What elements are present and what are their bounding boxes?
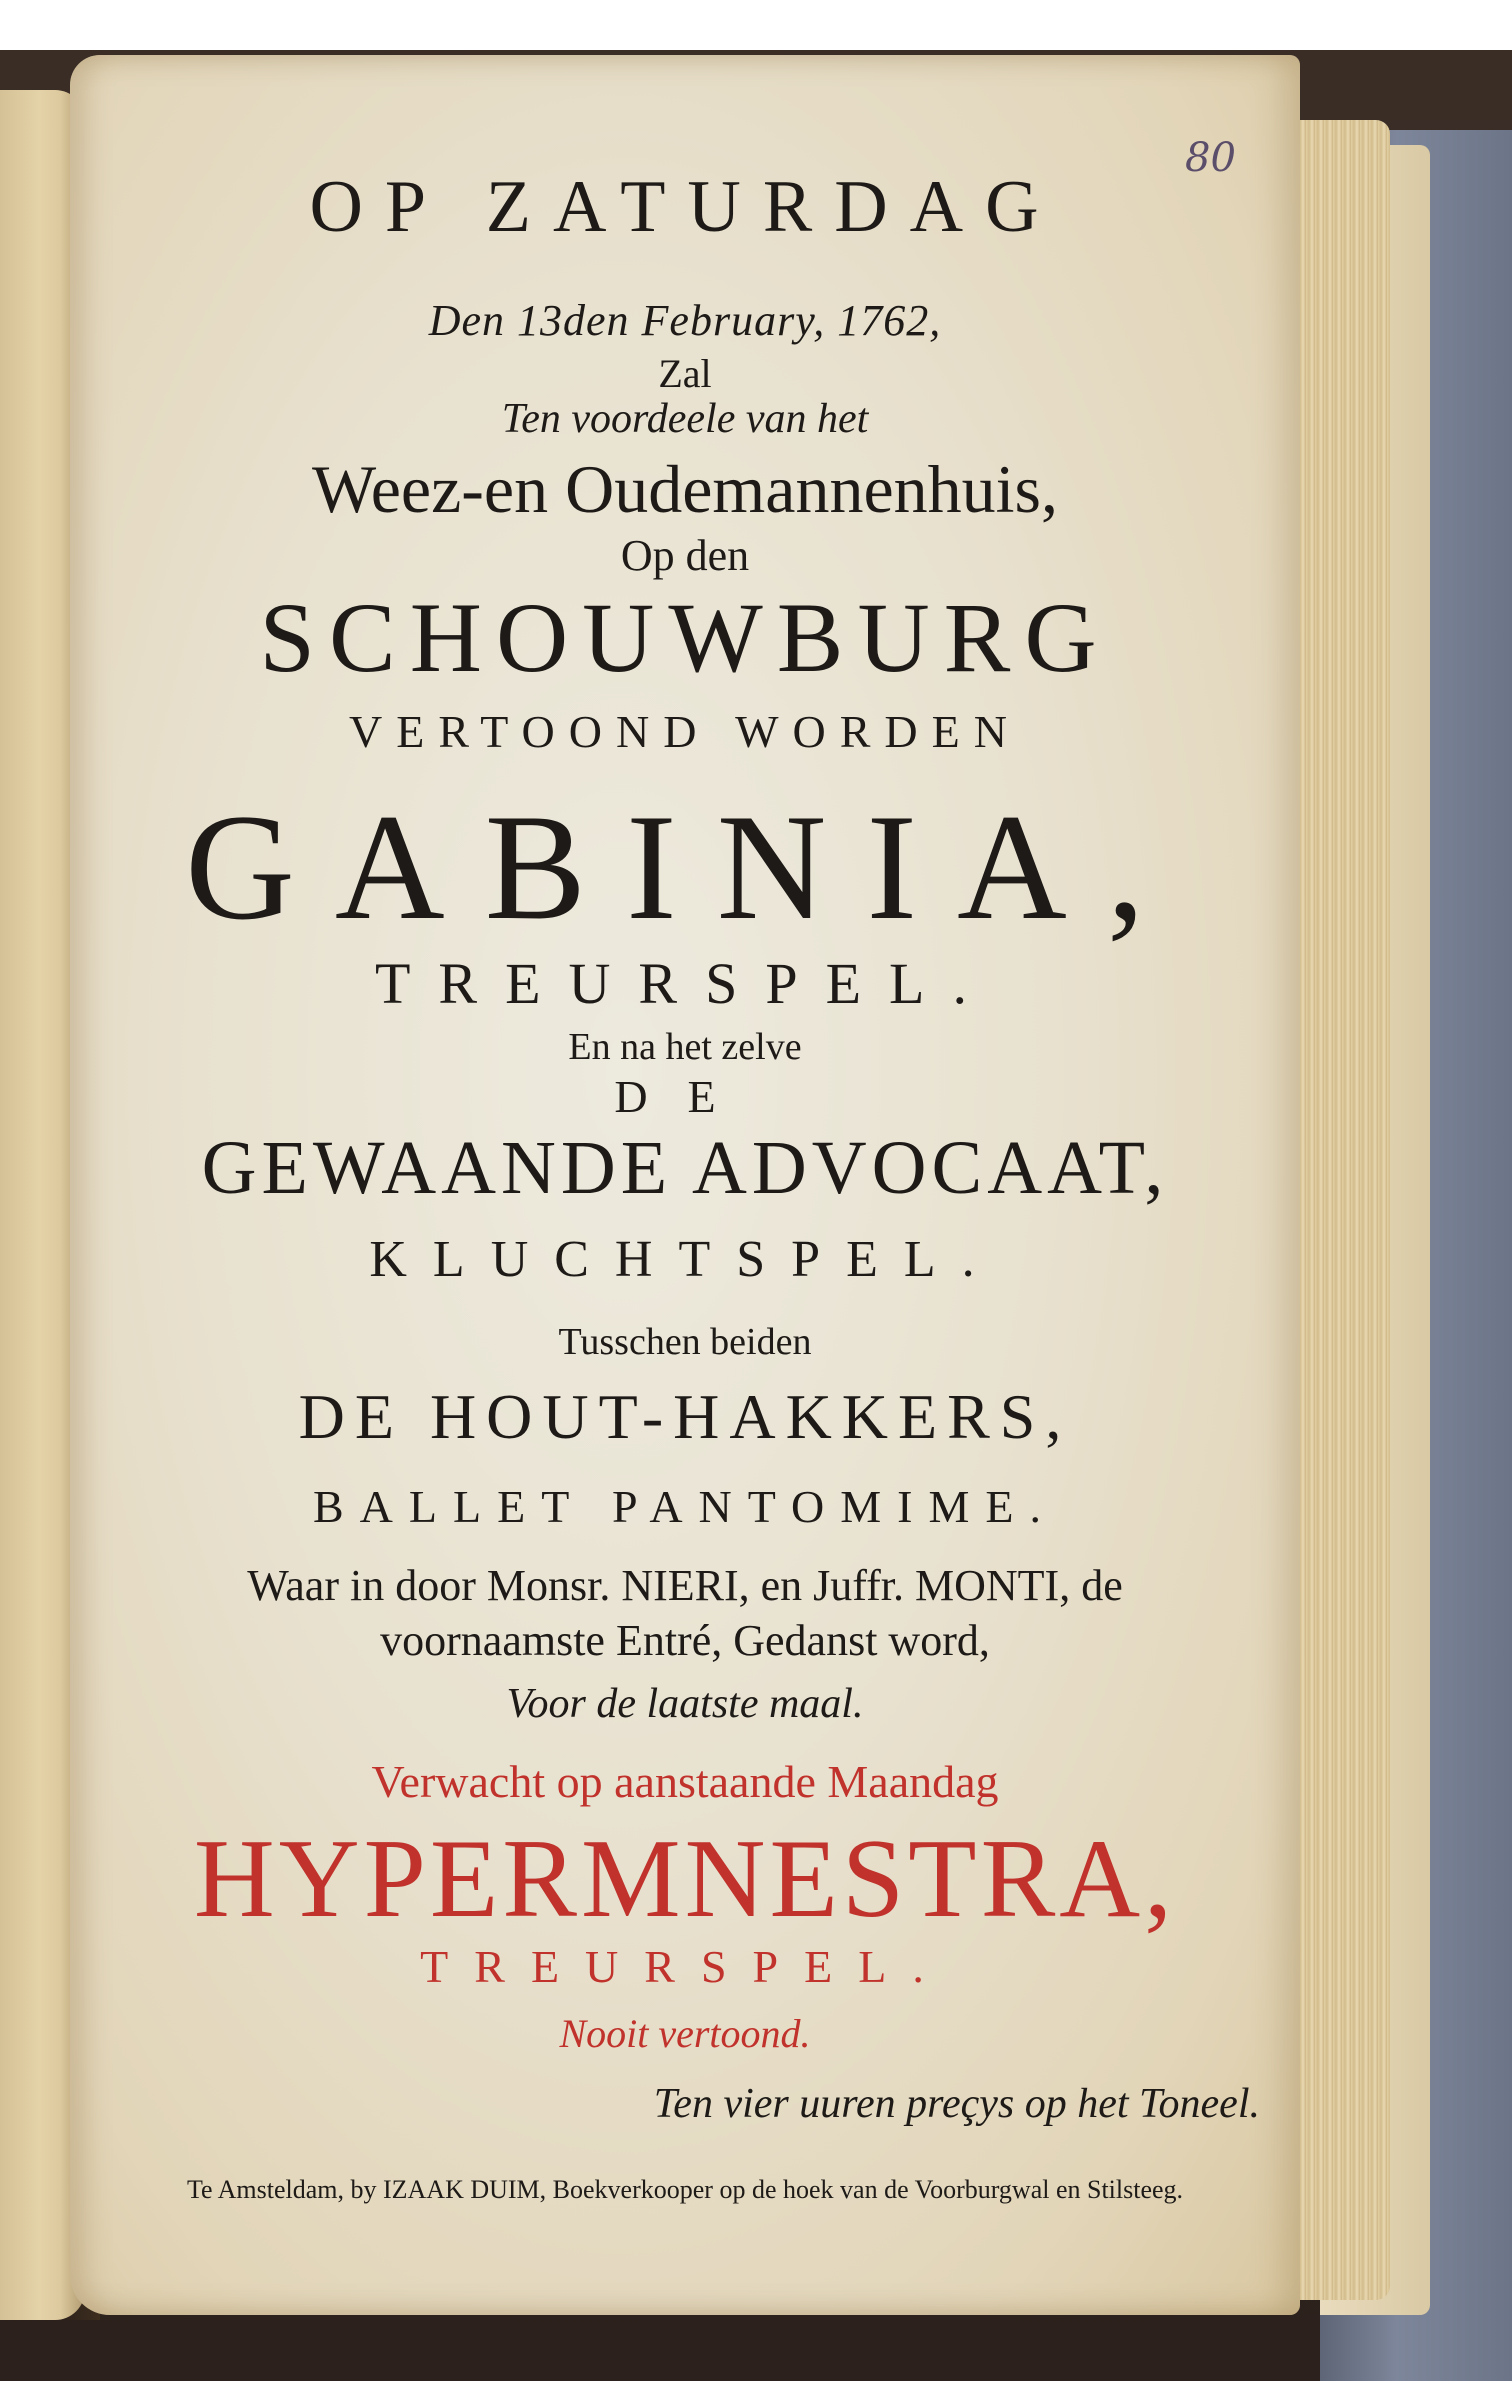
genre-treurspel: TREURSPEL. <box>375 951 995 1016</box>
afterpiece-title: GEWAANDE ADVOCAAT, <box>201 1126 1169 1210</box>
genre-kluchtspel: KLUCHTSPEL. <box>369 1231 1001 1288</box>
heading-date-day: OP ZATURDAG <box>309 166 1061 248</box>
zal-line: Zal <box>658 351 712 396</box>
between-line: Tusschen beiden <box>558 1321 812 1363</box>
never-performed-line: Nooit vertoond. <box>559 2011 811 2056</box>
performed-line: VERTOOND WORDEN <box>349 706 1021 757</box>
date-line: Den 13den February, 1762, <box>428 296 942 345</box>
next-play-title: HYPERMNESTRA, <box>193 1817 1177 1941</box>
playbill-page <box>70 55 1300 2315</box>
page-number-handwritten: 80 <box>1185 135 1236 181</box>
op-den-line: Op den <box>620 531 750 580</box>
venue-line: SCHOUWBURG <box>259 582 1111 693</box>
start-time-line: Ten vier uuren preçys op het Toneel. <box>653 2081 1260 2127</box>
dancers-line: Waar in door Monsr. NIERI, en Juffr. MONTI, de <box>247 1561 1123 1610</box>
play-title-gabinia: GABINIA, <box>185 783 1185 951</box>
expected-monday-line: Verwacht op aanstaande Maandag <box>371 1756 999 1807</box>
afterpiece-intro: En na het zelve <box>568 1026 802 1068</box>
book-photo <box>0 50 1512 2381</box>
last-time-line: Voor de laatste maal. <box>506 1681 864 1727</box>
benefit-line: Ten voordeele van het <box>501 396 869 442</box>
beneficiary-line: Weez-en Oudemannenhuis, <box>311 451 1058 527</box>
ballet-genre: BALLET PANTOMIME. <box>313 1481 1057 1532</box>
ballet-title: DE HOUT-HAKKERS, <box>298 1381 1072 1452</box>
dancers-line-2: voornaamste Entré, Gedanst word, <box>380 1616 990 1665</box>
de-line: DE <box>614 1071 756 1122</box>
next-play-genre: TREURSPEL. <box>420 1941 950 1992</box>
printer-imprint: Te Amsteldam, by IZAAK DUIM, Boekverkooper op de hoek van de Voorburgwal en Stilsteeg. <box>186 2175 1184 2204</box>
